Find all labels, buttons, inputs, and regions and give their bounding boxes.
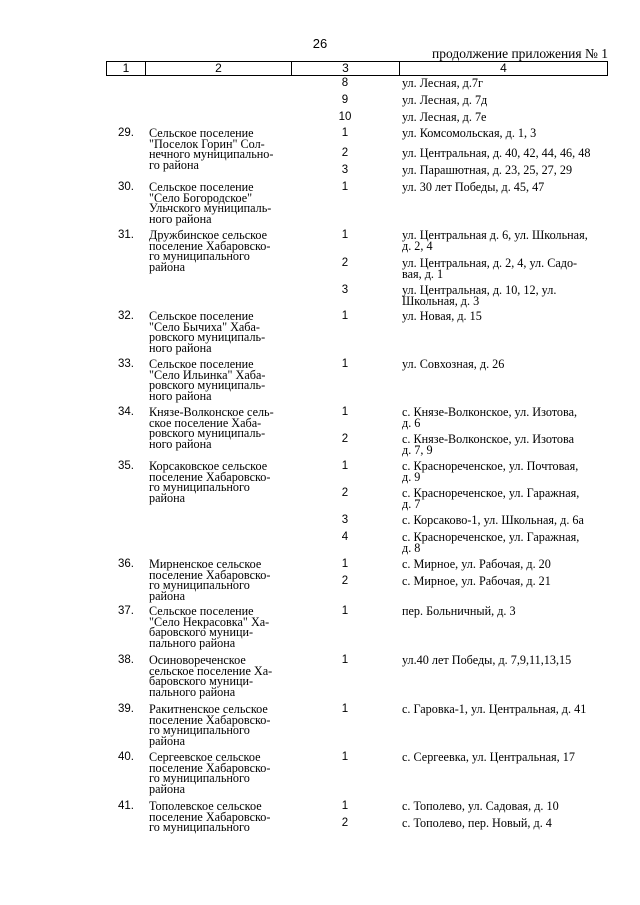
item-address: ул. Лесная, д. 7д	[402, 93, 488, 107]
row-number: 29.	[118, 127, 134, 139]
row-number: 40.	[118, 751, 134, 763]
item-index: 3	[341, 514, 349, 526]
settlement-name: Князе-Волконское сель- ское поселение Хаба- ровского муниципаль- ного района	[149, 405, 274, 451]
item-address: с. Мирное, ул. Рабочая, д. 20	[402, 557, 551, 571]
item-index: 1	[341, 460, 349, 472]
settlement-name: Тополевское сельское поселение Хабаровско- го муниципального	[149, 799, 271, 835]
item-index: 1	[341, 558, 349, 570]
item-index: 1	[341, 310, 349, 322]
item-address: с. Мирное, ул. Рабочая, д. 21	[402, 574, 551, 588]
item-index: 1	[341, 703, 349, 715]
item-index: 8	[341, 77, 349, 89]
item-address: с. Тополево, пер. Новый, д. 4	[402, 816, 552, 830]
item-address: с. Сергеевка, ул. Центральная, 17	[402, 750, 575, 764]
item-address: ул. Центральная, д. 10, 12, ул. Школьная, д. 3	[402, 283, 557, 308]
item-address: ул. Совхозная, д. 26	[402, 357, 505, 371]
item-index: 1	[341, 654, 349, 666]
row-number: 32.	[118, 310, 134, 322]
settlement-name: Сельское поселение "Село Богородское" Ульчского муниципаль- ного района	[149, 180, 272, 226]
item-index: 4	[341, 531, 349, 543]
item-index: 9	[341, 94, 349, 106]
settlement-name: Сельское поселение "Поселок Горин" Сол- нечного муниципально- го района	[149, 126, 274, 172]
row-number: 39.	[118, 703, 134, 715]
item-address: ул. Лесная, д. 7е	[402, 110, 487, 124]
item-index: 1	[341, 800, 349, 812]
item-address: ул.40 лет Победы, д. 7,9,11,13,15	[402, 653, 572, 667]
row-number: 33.	[118, 358, 134, 370]
item-address: с. Краснореченское, ул. Гаражная, д. 7	[402, 486, 580, 511]
item-index: 2	[341, 575, 349, 587]
item-address: ул. Центральная, д. 2, 4, ул. Садо- вая, д. 1	[402, 256, 578, 281]
row-number: 36.	[118, 558, 134, 570]
row-number: 38.	[118, 654, 134, 666]
settlement-name: Корсаковское сельское поселение Хабаровско- го муниципального района	[149, 459, 271, 505]
settlement-name: Сельское поселение "Село Ильинка" Хаба- ровского муниципаль- ного района	[149, 357, 266, 403]
settlement-name: Сергеевское сельское поселение Хабаровско- го муниципального района	[149, 750, 271, 796]
item-address: ул. Парашютная, д. 23, 25, 27, 29	[402, 163, 573, 177]
item-address: с. Тополево, ул. Садовая, д. 10	[402, 799, 559, 813]
item-index: 2	[341, 147, 349, 159]
item-address: ул. Центральная, д. 40, 42, 44, 46, 48	[402, 146, 591, 160]
row-number: 37.	[118, 605, 134, 617]
item-index: 3	[341, 284, 349, 296]
item-address: пер. Больничный, д. 3	[402, 604, 516, 618]
item-address: ул. Комсомольская, д. 1, 3	[402, 126, 537, 140]
row-number: 35.	[118, 460, 134, 472]
settlement-name: Ракитненское сельское поселение Хабаровско- го муниципального района	[149, 702, 271, 748]
item-index: 1	[341, 751, 349, 763]
header-col-4: 4	[400, 62, 608, 76]
item-address: с. Корсаково-1, ул. Школьная, д. 6а	[402, 513, 584, 527]
item-index: 1	[341, 605, 349, 617]
item-address: с. Гаровка-1, ул. Центральная, д. 41	[402, 702, 587, 716]
settlement-name: Осиновореченское сельское поселение Ха- баровского муници- пального района	[149, 653, 273, 699]
item-index: 1	[341, 181, 349, 193]
item-index: 1	[341, 229, 349, 241]
header-col-3: 3	[292, 62, 400, 76]
item-address: ул. Центральная д. 6, ул. Школьная, д. 2, 4	[402, 228, 588, 253]
header-col-2: 2	[146, 62, 292, 76]
page-number: 26	[312, 36, 328, 51]
item-address: с. Князе-Волконское, ул. Изотова, д. 6	[402, 405, 578, 430]
item-index: 10	[338, 111, 352, 123]
appendix-continuation-label: продолжение приложения № 1	[431, 46, 608, 61]
item-index: 2	[341, 433, 349, 445]
item-address: с. Князе-Волконское, ул. Изотова д. 7, 9	[402, 432, 575, 457]
settlement-name: Сельское поселение "Село Некрасовка" Ха- баровского муници- пального района	[149, 604, 270, 650]
settlement-name: Мирненское сельское поселение Хабаровско- го муниципального района	[149, 557, 271, 603]
settlement-name: Сельское поселение "Село Бычиха" Хаба- ровского муниципаль- ного района	[149, 309, 266, 355]
item-index: 1	[341, 406, 349, 418]
item-address: ул. Лесная, д.7г	[402, 76, 484, 90]
row-number: 41.	[118, 800, 134, 812]
item-index: 2	[341, 817, 349, 829]
row-number: 34.	[118, 406, 134, 418]
item-index: 1	[341, 358, 349, 370]
item-address: с. Краснореченское, ул. Почтовая, д. 9	[402, 459, 579, 484]
item-index: 2	[341, 487, 349, 499]
item-address: ул. 30 лет Победы, д. 45, 47	[402, 180, 545, 194]
settlement-name: Дружбинское сельское поселение Хабаровско- го муниципального района	[149, 228, 271, 274]
header-col-1: 1	[107, 62, 146, 76]
row-number: 31.	[118, 229, 134, 241]
item-address: ул. Новая, д. 15	[402, 309, 482, 323]
item-index: 1	[341, 127, 349, 139]
item-address: с. Краснореченское, ул. Гаражная, д. 8	[402, 530, 580, 555]
item-index: 3	[341, 164, 349, 176]
row-number: 30.	[118, 181, 134, 193]
item-index: 2	[341, 257, 349, 269]
